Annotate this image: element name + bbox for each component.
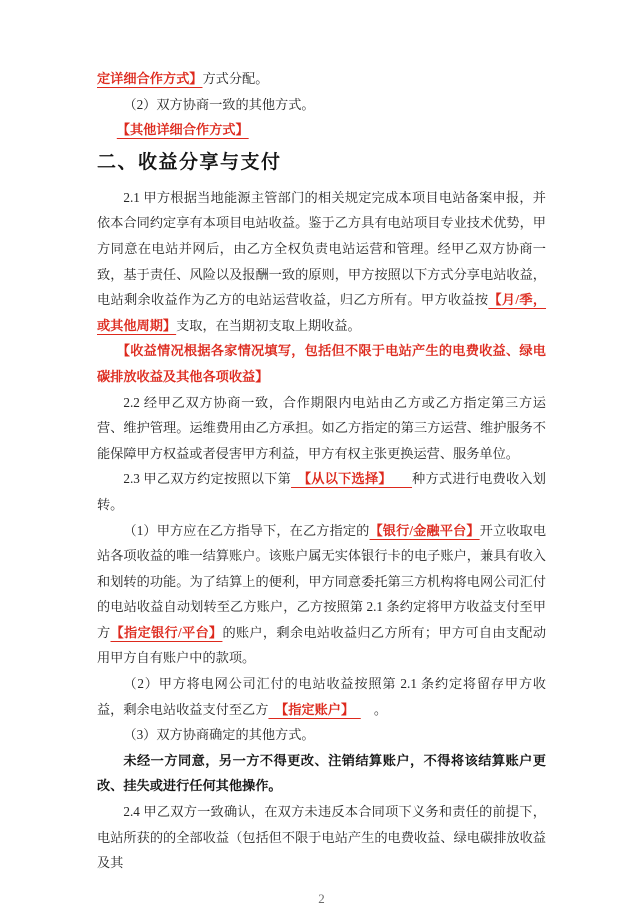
contract-text: 开立收取电站各项收益的唯一结算账户。该账户属无实体银行卡的电子账户，兼具有收入和划转的功能。为了结算上的便利，甲方同意委托第三方机构将电网公司汇付的电站收益自动划转至乙方账户，乙方按照第 2.1 条约定将甲方收益支付至甲方 (97, 522, 547, 640)
section-heading: 二、收益分享与支付 (97, 151, 282, 173)
contract-text-bold: 未经一方同意，另一方不得更改、注销结算账户，不得将该结算账户更改、挂失或进行任何其他操作。 (97, 752, 546, 794)
contract-text: （1）甲方应在乙方指导下，在乙方指定的 (123, 522, 370, 538)
fill-in-placeholder-text: 定详细合作方式】 (97, 71, 203, 86)
contract-paragraph (97, 66, 546, 92)
contract-paragraph (97, 117, 546, 143)
fill-in-placeholder-text: 【指定账户】 (268, 701, 361, 717)
contract-paragraph (97, 185, 546, 339)
contract-paragraph (97, 799, 546, 876)
contract-paragraph (97, 518, 546, 672)
contract-paragraph (97, 466, 546, 517)
contract-text: 种方式进行电费收入划转。 (97, 471, 546, 512)
contract-text: （2）双方协商一致的其他方式。 (123, 96, 315, 112)
contract-paragraph (97, 338, 546, 389)
contract-text: 方式分配。 (202, 71, 269, 86)
contract-text: 2.4 甲乙双方一致确认，在双方未违反本合同项下义务和责任的前提下，电站所获的的全部收益（包括但不限于电站产生的电费收益、绿电碳排放收益及其 (97, 804, 546, 871)
contract-text: 2.2 经甲乙双方协商一致，合作期限内电站由乙方或乙方指定第三方运营、维护管理。运维费用由乙方承担。如乙方指定的第三方运营、维护服务不能保障甲方权益或者侵害甲方利益，甲方有权主张更换运营、服务单位。 (97, 394, 546, 461)
contract-paragraph (97, 671, 546, 722)
contract-text: 2.3 甲乙双方约定按照以下第 (123, 471, 292, 487)
contract-paragraph (97, 748, 546, 799)
fill-in-placeholder-text: 【银行/金融平台】 (369, 522, 480, 538)
contract-paragraph (97, 92, 546, 118)
contract-text: （2）甲方将电网公司汇付的电站收益按照第 2.1 条约定将留存甲方收益，剩余电站收益支付至乙方 (97, 676, 546, 717)
contract-text: （3）双方协商确定的其他方式。 (123, 727, 315, 743)
document-body (97, 66, 546, 876)
fill-in-placeholder-text: 【从以下选择】 (291, 471, 413, 487)
fill-in-placeholder-text: 【月/季，或其他周期】 (97, 292, 547, 333)
fill-in-placeholder-text: 【收益情况根据各家情况填写，包括但不限于电站产生的电费收益、绿电碳排放收益及其他各项收益】 (97, 343, 546, 384)
fill-in-placeholder-text: 【指定银行/平台】 (110, 624, 223, 640)
contract-text: 。 (360, 701, 388, 717)
contract-text: 支取，在当期初支取上期收益。 (176, 317, 361, 333)
contract-paragraph (97, 390, 546, 467)
contract-paragraph (97, 722, 546, 748)
contract-text: 2.1 甲方根据当地能源主管部门的相关规定完成本项目电站备案申报，并依本合同约定享有本项目电站收益。鉴于乙方具有电站项目专业技术优势，甲方同意在电站并网后，由乙方全权负责电站运营和管理。经甲乙双方协商一致，基于责任、风险以及报酬一致的原则，甲方按照以下方式分享电站收益，电站剩余收益作为乙方的电站运营收益，归乙方所有。甲方收益按 (97, 189, 546, 308)
page-number: 2 (318, 890, 325, 906)
contract-text: 的账户，剩余电站收益归乙方所有；甲方可自由支配动用甲方自有账户中的款项。 (97, 624, 547, 666)
fill-in-placeholder-text: 【其他详细合作方式】 (116, 122, 249, 138)
